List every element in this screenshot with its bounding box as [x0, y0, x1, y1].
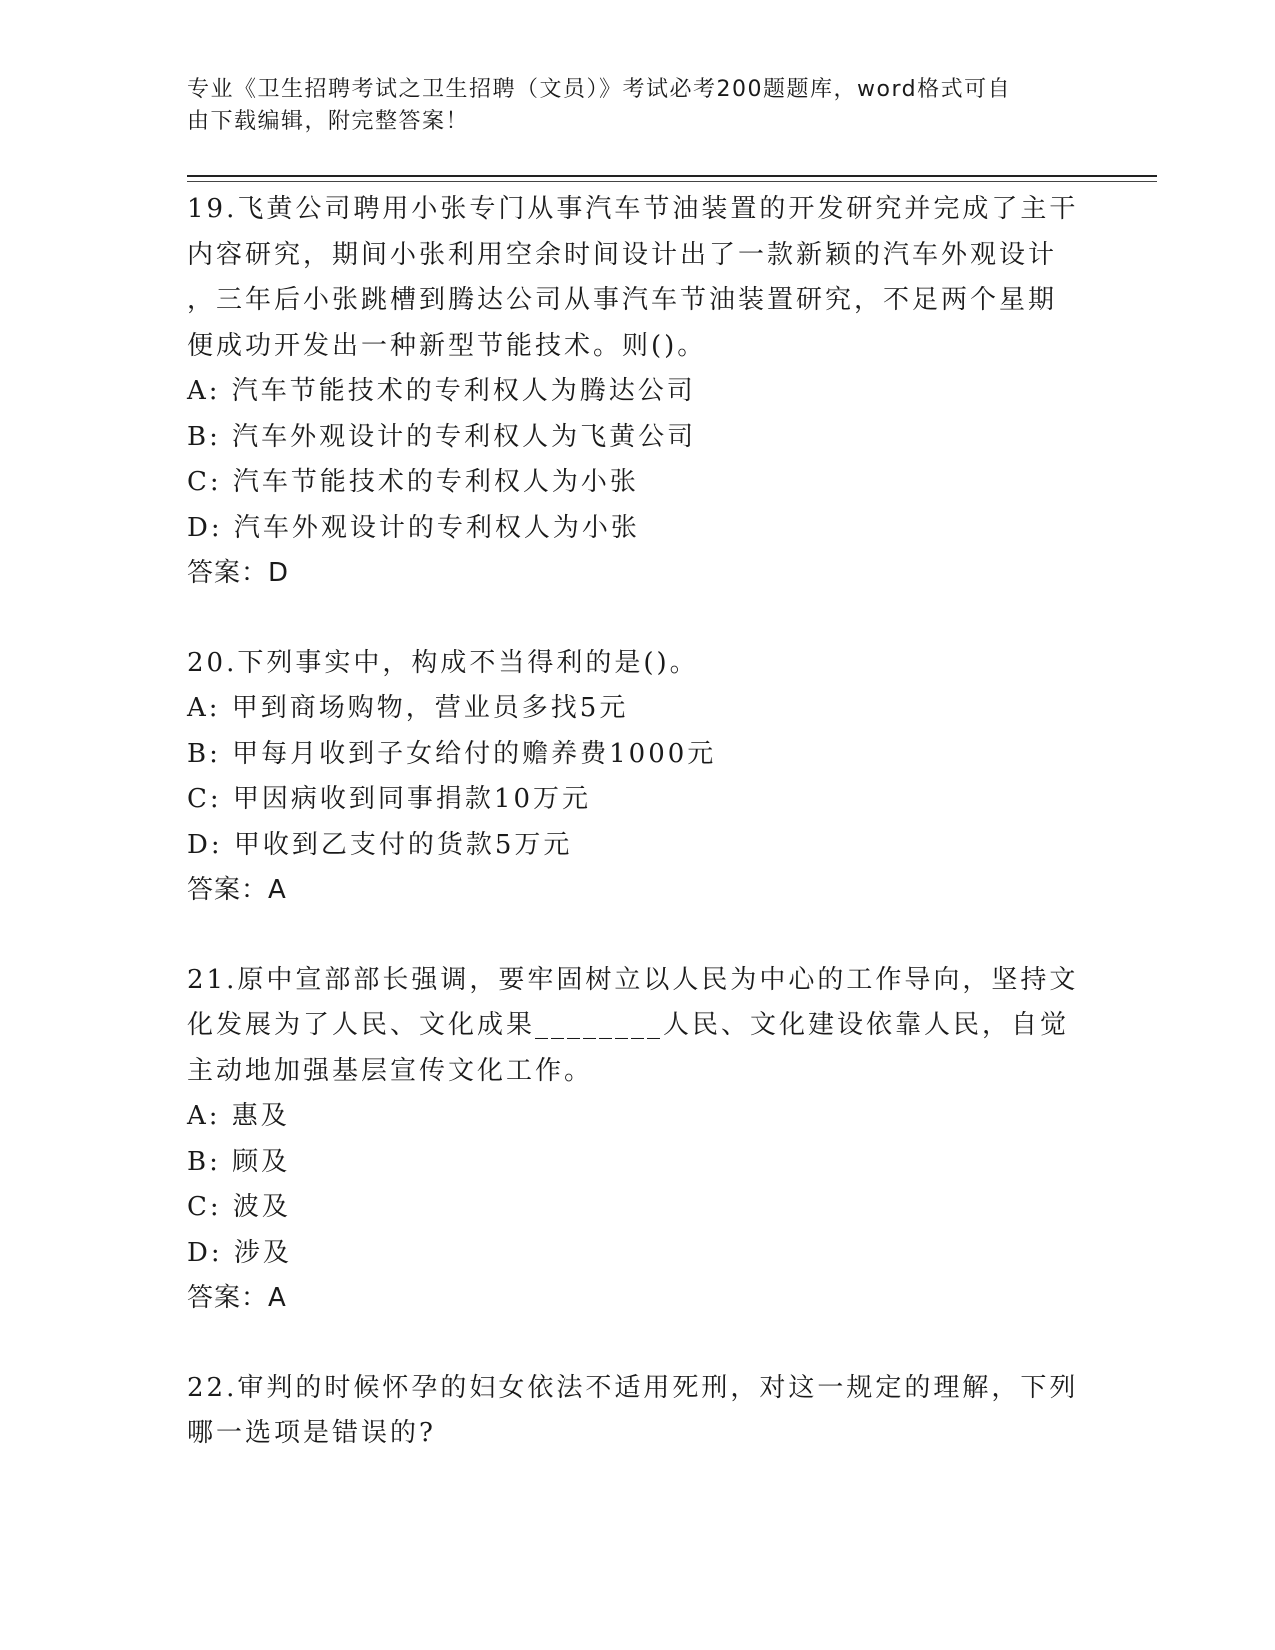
- option-c: C: 汽车节能技术的专利权人为小张: [187, 467, 639, 497]
- header-line-1: 专业《卫生招聘考试之卫生招聘（文员）》考试必考200题题库，word格式可自: [187, 77, 1012, 102]
- option-a: A: 汽车节能技术的专利权人为腾达公司: [187, 376, 696, 406]
- option-c: C: 波及: [187, 1192, 291, 1222]
- option-d: D: 涉及: [187, 1237, 292, 1268]
- question-stem-line: 22.审判的时候怀孕的妇女依法不适用死刑，对这一规定的理解，下列: [187, 1372, 1079, 1403]
- option-c: C: 甲因病收到同事捐款10万元: [187, 784, 592, 814]
- answer-label: 答案：D: [187, 558, 290, 588]
- question-stem-line: 哪一选项是错误的?: [187, 1418, 436, 1448]
- header-divider-thin: [187, 181, 1157, 182]
- option-d: D: 汽车外观设计的专利权人为小张: [187, 512, 640, 543]
- question-22: [187, 1366, 1087, 1457]
- option-b: B: 甲每月收到子女给付的赡养费1000元: [187, 738, 717, 769]
- question-stem-line: 主动地加强基层宣传文化工作。: [187, 1055, 594, 1086]
- option-a: A: 惠及: [187, 1101, 290, 1131]
- question-21: [187, 958, 1087, 1322]
- answer-label: 答案：A: [187, 1283, 287, 1313]
- header-line-2: 由下载编辑，附完整答案！: [187, 109, 470, 134]
- answer-label: 答案：A: [187, 875, 287, 905]
- option-b: B: 汽车外观设计的专利权人为飞黄公司: [187, 421, 697, 452]
- question-stem-line: 21.原中宣部部长强调，要牢固树立以人民为中心的工作导向，坚持文: [187, 964, 1079, 995]
- option-a: A: 甲到商场购物，营业员多找5元: [187, 693, 629, 723]
- question-stem-line: 化发展为了人民、文化成果________人民、文化建设依靠人民，自觉: [187, 1010, 1070, 1040]
- question-19: [187, 187, 1087, 597]
- question-stem-line: 19.飞黄公司聘用小张专门从事汽车节油装置的开发研究并完成了主干: [187, 194, 1079, 224]
- question-stem-line: 内容研究，期间小张利用空余时间设计出了一款新颖的汽车外观设计: [187, 239, 1058, 270]
- header-divider-thick: [187, 175, 1157, 177]
- question-20: [187, 641, 1087, 914]
- question-stem-line: 20.下列事实中，构成不当得利的是()。: [187, 647, 699, 678]
- question-stem-line: 便成功开发出一种新型节能技术。则()。: [187, 330, 707, 361]
- question-stem-line: ，三年后小张跳槽到腾达公司从事汽车节油装置研究，不足两个星期: [187, 285, 1058, 315]
- question-list: [187, 187, 1087, 1501]
- option-d: D: 甲收到乙支付的货款5万元: [187, 829, 573, 860]
- document-header: [187, 74, 1077, 138]
- option-b: B: 顾及: [187, 1146, 291, 1177]
